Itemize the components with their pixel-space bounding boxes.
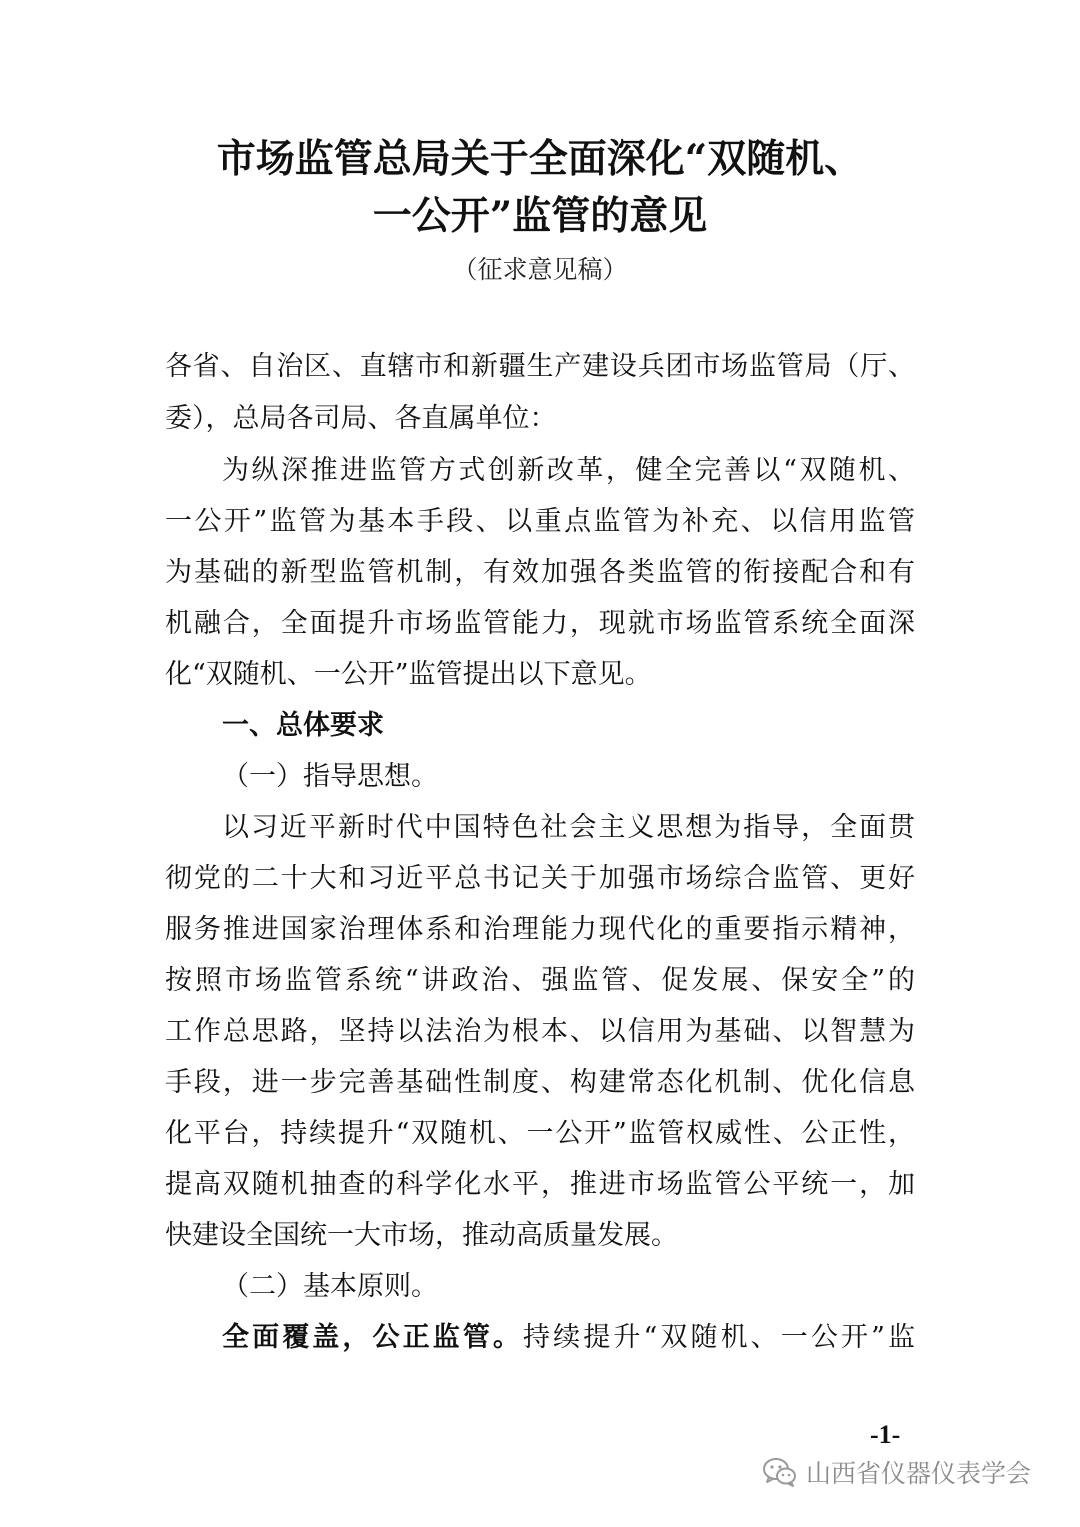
subsection-heading-guiding-ideology: （一）指导思想。 — [222, 761, 438, 792]
intro-line-2: 一公开”监管为基本手段、以重点监管为补充、以信用监管 — [165, 506, 915, 537]
principle-text: 持续提升“双随机、一公开”监 — [523, 1322, 916, 1353]
wechat-icon — [760, 1452, 800, 1492]
document-title-line-1: 市场监管总局关于全面深化“双随机、 — [216, 136, 864, 182]
intro-line-4: 机融合，全面提升市场监管能力，现就市场监管系统全面深 — [165, 608, 915, 639]
body-line-4: 按照市场监管系统“讲政治、强监管、促发展、保安全”的 — [165, 965, 915, 996]
page-number: -1- — [870, 1420, 901, 1449]
body-line-8: 提高双随机抽查的科学化水平，推进市场监管公平统一，加 — [165, 1169, 915, 1200]
body-line-2: 彻党的二十大和习近平总书记关于加强市场综合监管、更好 — [165, 863, 915, 894]
subsection-heading-basic-principles: （二）基本原则。 — [222, 1271, 438, 1302]
intro-line-3: 为基础的新型监管机制，有效加强各类监管的衔接配合和有 — [165, 557, 915, 588]
intro-line-1: 为纵深推进监管方式创新改革，健全完善以“双随机、 — [222, 455, 915, 486]
intro-line-5: 化“双随机、一公开”监管提出以下意见。 — [165, 659, 652, 690]
addressee-line-1: 各省、自治区、直辖市和新疆生产建设兵团市场监管局（厅、 — [165, 351, 915, 382]
watermark — [760, 1452, 1031, 1492]
document-subtitle: （征求意见稿） — [452, 255, 628, 284]
body-line-3: 服务推进国家治理体系和治理能力现代化的重要指示精神， — [165, 914, 915, 945]
principle-bold-label: 全面覆盖，公正监管。 — [222, 1322, 524, 1353]
watermark-text: 山西省仪器仪表学会 — [806, 1459, 1032, 1488]
body-line-7: 化平台，持续提升“双随机、一公开”监管权威性、公正性， — [165, 1118, 915, 1149]
section-heading-overall-requirements: 一、总体要求 — [222, 710, 384, 741]
body-line-5: 工作总思路，坚持以法治为根本、以信用为基础、以智慧为 — [165, 1016, 915, 1047]
document-title-line-2: 一公开”监管的意见 — [372, 193, 708, 239]
body-line-6: 手段，进一步完善基础性制度、构建常态化机制、优化信息 — [165, 1067, 915, 1098]
principle-line — [222, 1321, 915, 1355]
body-line-1: 以习近平新时代中国特色社会主义思想为指导，全面贯 — [222, 812, 915, 843]
addressee-line-2: 委），总局各司局、各直属单位： — [165, 403, 557, 434]
body-line-9: 快建设全国统一大市场，推动高质量发展。 — [165, 1220, 678, 1251]
